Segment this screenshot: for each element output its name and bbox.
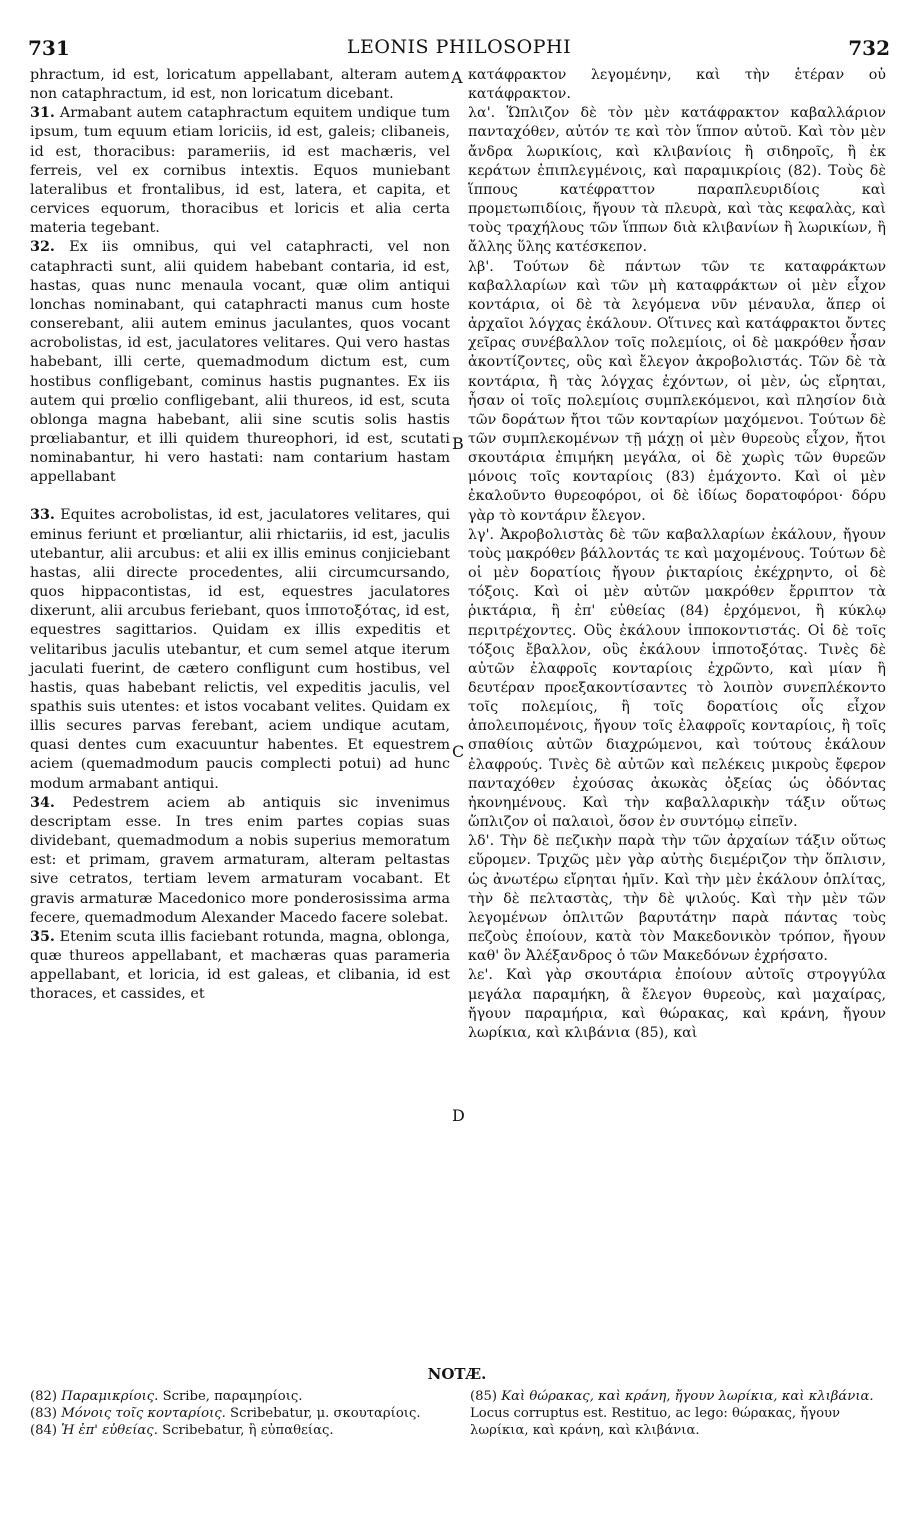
footnote: (82) Παραμικρίοις. Scribe, παραμηρίοις. xyxy=(30,1389,303,1404)
section-number: λβ'. xyxy=(468,258,494,275)
latin-paragraph: 35. Etenim scuta illis faciebant rotunda, magna, oblonga, quæ thureos appellabant, et machæras quas parameria appellabant, et loricia, id est galeas, et clibania, id est thoraces, et cassides, et xyxy=(30,928,450,1003)
greek-paragraph: λγ'. Ἀκροβολιστὰς δὲ τῶν καβαλλαρίων ἐκάλουν, ἤγουν τοὺς μακρόθεν βάλλοντάς τε καὶ μαχομένους. Τούτων δὲ οἱ μὲν δορατίοις ἤγουν ῥικταρίοις ἐκέχρηντο, οἱ δὲ τόξοις. Καὶ οἱ μὲν αὐτῶν μακρόθεν ἔρριπτον τὰ ῥικτάρια, ἢ ἐπ' εὐθείας (84) ἐρχόμενοι, ἢ κύκλῳ περιτρέχοντες. Οὓς ἐκάλουν ἱπποκοντιστάς. Οἱ δὲ τοῖς τόξοις ἔβαλλον, οὓς ἐκάλουν ἱπποτοξότας. Τινὲς δὲ αὐτῶν ἐλαφροῖς κονταρίοις ἐχρῶντο, καὶ μίαν ἢ δευτέραν προεξακοντίσαντες τὸ λοιπὸν συνεπλέκοντο τοῖς πολεμίοις, ἢ τοῖς δορατίοις οἷς εἶχον ἀπολειπομένοις, ἤγουν τοῖς ἐλαφροῖς κονταρίοις, ἢ τοῖς σπαθίοις αὐτῶν διαχρώμενοι, καὶ τούτους ἐκάλουν ἐλαφρούς. Τινὲς δὲ αὐτῶν καὶ πελέκεις μικροὺς ἔφερον πανταχόθεν ἐχούσας ἀκωκὰς ὀξείας ὡς ὀδόντας ἠκονημένους. Καὶ τὴν καβαλλαρικὴν τάξιν οὕτως ὥπλιζον οἱ παλαιοὶ, ὅσον ἐν συντόμῳ εἰπεῖν. xyxy=(468,526,886,831)
latin-paragraph: 32. Ex iis omnibus, qui vel cataphracti, vel non cataphracti sunt, alii quidem habebant contaria, id est, hastas, quas nunc menaula vocant, quæ olim antiqui lonchas nominabant, qui cataphracti manus cum hoste conserebant, alii autem eminus jaculantes, quos vocant acrobolistas, id est, jaculatores velitares. Qui vero hastas habebant, illi certe, quemadmodum dictum est, cum hostibus confligebant, cominus hastis pugnantes. Ex iis autem qui prœlio confligebant, alii thureos, id est, scuta oblonga magna habebant, alii sine scutis solis hastis prœliabantur, et illi quidem thureophori, id est, scutati nominabantur, hi vero hastati: nam contarium hastam appellabant xyxy=(30,239,451,486)
greek-paragraph: λδ'. Τὴν δὲ πεζικὴν παρὰ τὴν τῶν ἀρχαίων τάξιν οὕτως εὕρομεν. Τριχῶς μὲν γὰρ αὐτὴς διεμέριζον τὴν ὅπλισιν, ὡς ἀνωτέρω εἴρηται ἡμῖν. Καὶ τὴν μὲν ἐκάλουν ὁπλίτας, τὴν δὲ πελταστὰς, τὴν δὲ ψιλούς. Καὶ τὴν μὲν τῶν λεγομένων ὁπλιτῶν βαρυτάτην παρὰ πάντας τοὺς πεζοὺς ἐποίουν, κατὰ τὸν Μακεδονικὸν τρόπον, ἤγουν καθ' ὃν Ἀλέξανδρος ὁ τῶν Μακεδόνων ἐχρήσατο. xyxy=(468,833,886,965)
latin-paragraph: phractum, id est, loricatum appellabant, alteram autem non cataphractum, id est, non loricatum dicebant. xyxy=(30,67,450,103)
section-number: λε'. xyxy=(468,967,493,984)
greek-paragraph: λβ'. Τούτων δὲ πάντων τῶν τε καταφράκτων καβαλλαρίων καὶ τῶν μὴ καταφράκτων οἱ μὲν εἶχον κοντάρια, οἱ δὲ τὰ λεγόμενα νῦν μέναυλα, ἅπερ οἱ ἀρχαῖοι λόγχας ἐκάλουν. Οἵτινες καὶ κατάφρακτοι ὄντες χεῖρας συνέβαλλον τοῖς πολεμίοις, οἱ δὲ μακρόθεν ἦσαν ἀκοντίζοντες, οὓς καὶ ἔλεγον ἀκροβολιστάς. Τῶν δὲ τὰ κοντάρια, ἢ τὰς λόγχας ἐχόντων, οἱ μὲν, ὡς εἴρηται, ἦσαν οἱ τοῖς πολεμίοις συμπλεκόμενοι, καὶ πλησίον διὰ τῶν δοράτων ἤτοι τῶν κονταρίων μαχόμενοι. Τούτων δὲ τῶν συμπλεκομένων τῇ μάχῃ οἱ μὲν θυρεοὺς εἶχον, ἤτοι σκουτάρια ἐπιμήκη μεγάλα, οἱ δὲ χωρὶς τῶν θυρεῶν μόνοις τοῖς κονταρίοις (83) ἐμάχοντο. Καὶ οἱ μὲν ἐκαλοῦντο θυρεοφόροι, οἱ δὲ ἰδίως δορατοφόροι· δόρυ γὰρ τὸ κοντάριν ἔλεγον. xyxy=(468,258,887,524)
latin-paragraph: 34. Pedestrem aciem ab antiquis sic invenimus descriptam esse. In tres enim partes copias suas dividebant, quemadmodum a nobis superius memoratum est: et primam, gravem armaturam, alteram peltastas sive cetratos, tertiam levem armaturam vocabant. Et gravis armaturæ Macedonico more ponderosissima arma fecere, quemadmodum Alexander Macedo facere solebat. xyxy=(30,794,450,926)
section-number: 35. xyxy=(30,928,55,945)
greek-paragraph: κατάφρακτον λεγομένην, καὶ τὴν ἑτέραν οὐ κατάφρακτον. xyxy=(468,67,886,103)
page-number-right: 732 xyxy=(848,36,890,60)
page-number-left: 731 xyxy=(28,36,70,60)
greek-paragraph: λα'. Ὥπλιζον δὲ τὸν μὲν κατάφρακτον καβαλλάριον πανταχόθεν, αὐτόν τε καὶ τὸν ἵππον αὐτοῦ. Καὶ τὸν μὲν ἄνδρα λωρικίοις, καὶ κλιβανίοις ἢ σιδηροῖς, ἢ ἐκ κεράτων ἐπιπλεγμένοις, καὶ παραμικρίοις (82). Τοὺς δὲ ἵππους κατέφραττον παραπλευριδίοις καὶ προμετωπιδίοις, ἤγουν τὰ πλευρὰ, καὶ τὰς κεφαλὰς, καὶ τοὺς τραχήλους τῶν ἵππων διὰ κλιβανίων ἢ λωρικίων, ἢ ἄλλης ὕλης κατέσκεπον. xyxy=(468,105,886,256)
footnote: (83) Μόνοις τοῖς κονταρίοις. Scribebatur, μ. σκουταρίοις. xyxy=(30,1406,421,1421)
footnote: (85) Καὶ θώρακας, καὶ κράνη, ἤγουν λωρίκια, καὶ κλιβάνια. Locus corruptus est. Restituo, ac lego: θώρακας, ἤγουν λωρίκια, καὶ κράνη, καὶ κλιβάνια. xyxy=(470,1389,874,1438)
latin-paragraph: 31. Armabant autem cataphractum equitem undique tum ipsum, tum equum etiam loriciis, id est, galeis; clibaneis, id est, thoracibus: parameriis, id est machæris, vel ferreis, vel ex cornibus intextis. Equos muniebant lateralibus et frontalibus, id est, latera, et capita, et cervices equorum, thoracibus et loricis et alia certa materia tegebant. xyxy=(30,105,451,237)
latin-paragraph: 33. Equites acrobolistas, id est, jaculatores velitares, qui eminus feriunt et prœliantur, alii rhictariis, id est, jaculis utebantur, alii arcubus: et alii ex illis eminus conjiciebant hastas, alii directe procedentes, alii circumcursando, quos hippacontistas, id est, equestres jaculatores dixerunt, alii arcubus feriebant, quos ἱπποτοξότας, id est, equestres sagittarios. Quidam ex illis expeditis et velitaribus jaculis utebantur, et cum semel atque iterum jaculati fuerint, de cætero confligunt cum hostibus, vel hastis, quas habebant relictis, vel expeditis jaculis, vel spathis suis utentes: et istos vocabant velites. Quidam ex illis secures parvas ferebant, aciem undique acutam, quasi dentes cum exacuuntur habentes. Et equestrem aciem (quemadmodum paucis complecti potui) ad hunc modum armabant antiqui. xyxy=(30,507,450,792)
running-title: LEONIS PHILOSOPHI xyxy=(346,36,572,58)
section-number: 33. xyxy=(30,507,55,524)
section-number: λγ'. xyxy=(468,526,495,543)
section-number: λα'. xyxy=(468,105,496,122)
greek-column xyxy=(468,66,886,1043)
notes-heading: NOTÆ. xyxy=(427,1365,487,1383)
section-number: λδ'. xyxy=(468,833,495,850)
section-number: 31. xyxy=(30,105,55,122)
margin-marker-c: C xyxy=(452,742,465,761)
notes-left-column xyxy=(30,1388,450,1439)
margin-marker-b: B xyxy=(452,434,464,453)
margin-marker-d: D xyxy=(452,1106,465,1125)
latin-column xyxy=(30,66,450,1005)
section-number: 32. xyxy=(30,239,55,256)
greek-paragraph: λε'. Καὶ γὰρ σκουτάρια ἐποίουν αὐτοῖς στρογγύλα μεγάλα παραμήκη, ἃ ἔλεγον θυρεοὺς, καὶ μαχαίρας, ἤγουν παραμήρια, καὶ θώρακας, καὶ κράνη, ἤγουν λωρίκια, καὶ κλιβάνια (85), καὶ xyxy=(468,967,886,1041)
notes-right-column xyxy=(470,1388,886,1439)
footnote: (84) Ἡ ἐπ' εὐθείας. Scribebatur, ἢ εὐπαθείας. xyxy=(30,1423,334,1438)
margin-marker-a: A xyxy=(451,68,463,87)
section-number: 34. xyxy=(30,794,55,811)
running-header xyxy=(28,36,890,62)
